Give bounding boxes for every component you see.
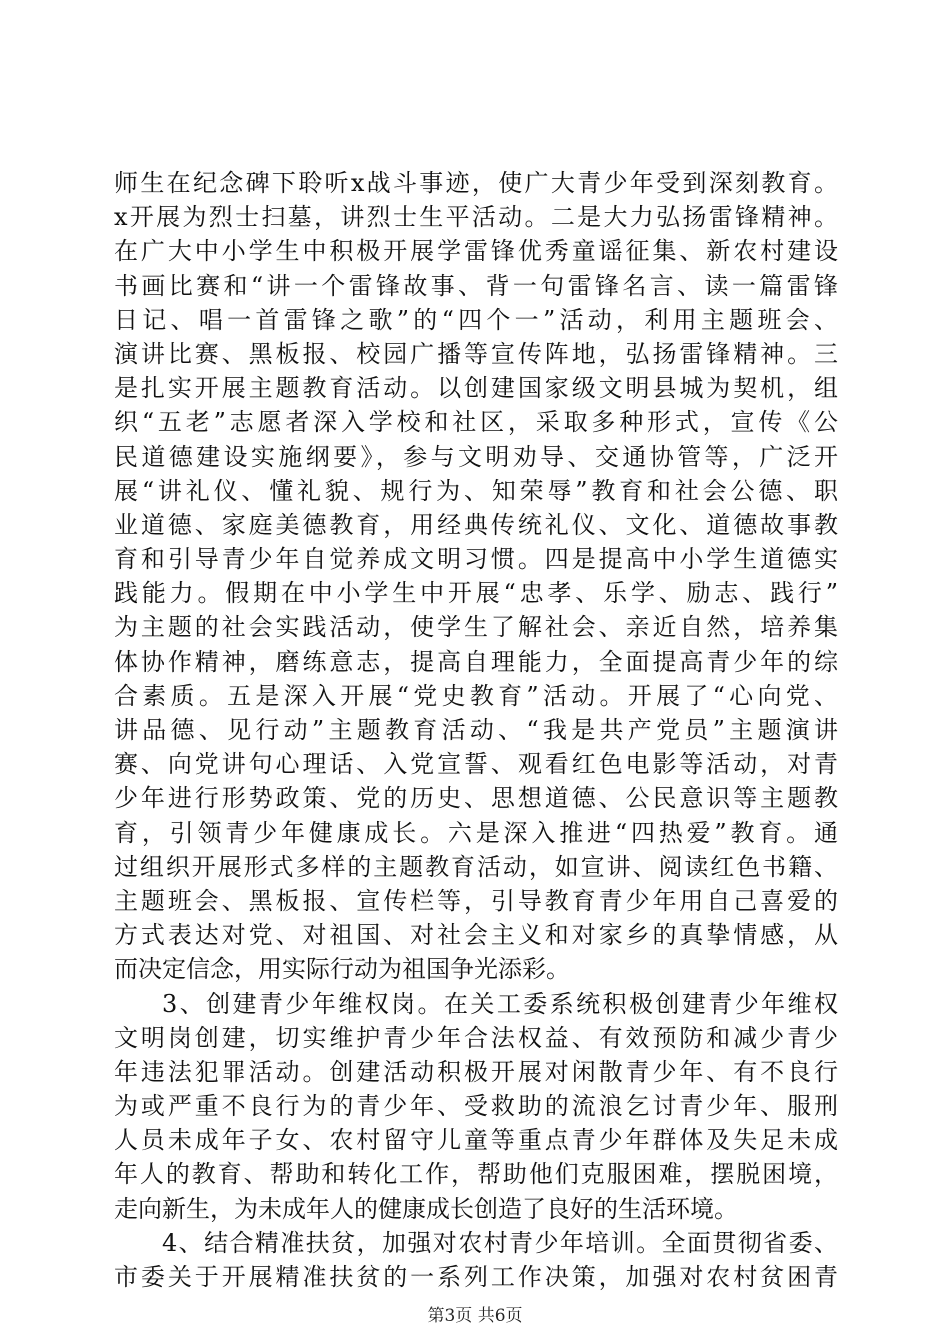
text-line: 主题班会、黑板报、宣传栏等，引导教育青少年用自己喜爱的 <box>114 886 838 915</box>
text-line: 民道德建设实施纲要》，参与文明劝导、交通协管等，广泛开 <box>114 442 838 471</box>
text-line: 演讲比赛、黑板报、校园广播等宣传阵地，弘扬雷锋精神。三 <box>114 339 838 368</box>
text-line: x开展为烈士扫墓，讲烈士生平活动。二是大力弘扬雷锋精神。 <box>114 203 838 232</box>
text-line: 文明岗创建，切实维护青少年合法权益、有效预防和减少青少 <box>114 1023 838 1052</box>
text-line: 育和引导青少年自觉养成文明习惯。四是提高中小学生道德实 <box>114 545 838 574</box>
text-line: 为主题的社会实践活动，使学生了解社会、亲近自然，培养集 <box>114 613 838 642</box>
text-line: 展“讲礼仪、懂礼貌、规行为、知荣辱”教育和社会公德、职 <box>114 476 838 505</box>
text-line: 赛、向党讲句心理话、入党宣誓、观看红色电影等活动，对青 <box>114 750 838 779</box>
text-line: 人员未成年子女、农村留守儿童等重点青少年群体及失足未成 <box>114 1126 838 1155</box>
text-line: 织“五老”志愿者深入学校和社区，采取多种形式，宣传《公 <box>114 408 838 437</box>
document-body <box>114 166 838 1294</box>
text-line: 为或严重不良行为的青少年、受救助的流浪乞讨青少年、服刑 <box>114 1092 838 1121</box>
text-line: 育，引领青少年健康成长。六是深入推进“四热爱”教育。通 <box>114 818 838 847</box>
text-line: 日记、唱一首雷锋之歌”的“四个一”活动，利用主题班会、 <box>114 305 838 334</box>
text-line: 讲品德、见行动”主题教育活动、“我是共产党员”主题演讲 <box>114 716 838 744</box>
section-heading-line: 3、创建青少年维权岗。在关工委系统积极创建青少年维权 <box>162 989 838 1018</box>
text-line: 践能力。假期在中小学生中开展“忠孝、乐学、励志、践行” <box>114 579 838 608</box>
text-line: 过组织开展形式多样的主题教育活动，如宣讲、阅读红色书籍、 <box>114 852 838 881</box>
text-line: 市委关于开展精准扶贫的一系列工作决策，加强对农村贫困青 <box>114 1263 838 1291</box>
paragraph-end-line: 走向新生，为未成年人的健康成长创造了良好的生活环境。 <box>114 1194 738 1223</box>
text-line: 书画比赛和“讲一个雷锋故事、背一句雷锋名言、读一篇雷锋 <box>114 271 838 300</box>
text-line: 年人的教育、帮助和转化工作，帮助他们克服困难，摆脱困境， <box>114 1160 838 1189</box>
text-line: 师生在纪念碑下聆听x战斗事迹，使广大青少年受到深刻教育。 <box>114 169 838 197</box>
text-line: 少年进行形势政策、党的历史、思想道德、公民意识等主题教 <box>114 784 838 813</box>
text-line: 合素质。五是深入开展“党史教育”活动。开展了“心向党、 <box>114 681 838 710</box>
text-line: 年违法犯罪活动。创建活动积极开展对闲散青少年、有不良行 <box>114 1057 838 1086</box>
text-line: 方式表达对党、对祖国、对社会主义和对家乡的真挚情感，从 <box>114 921 838 950</box>
text-line: 业道德、家庭美德教育，用经典传统礼仪、文化、道德故事教 <box>114 510 838 539</box>
page-number-footer: 第3页 共6页 <box>427 1306 523 1326</box>
text-line: 体协作精神，磨练意志，提高自理能力，全面提高青少年的综 <box>114 647 838 676</box>
text-line: 在广大中小学生中积极开展学雷锋优秀童谣征集、新农村建设 <box>114 237 838 266</box>
text-line: 是扎实开展主题教育活动。以创建国家级文明县城为契机，组 <box>114 374 838 403</box>
paragraph-end-line: 而决定信念，用实际行动为祖国争光添彩。 <box>114 955 570 984</box>
section-heading-line: 4、结合精准扶贫，加强对农村青少年培训。全面贯彻省委、 <box>162 1228 838 1257</box>
